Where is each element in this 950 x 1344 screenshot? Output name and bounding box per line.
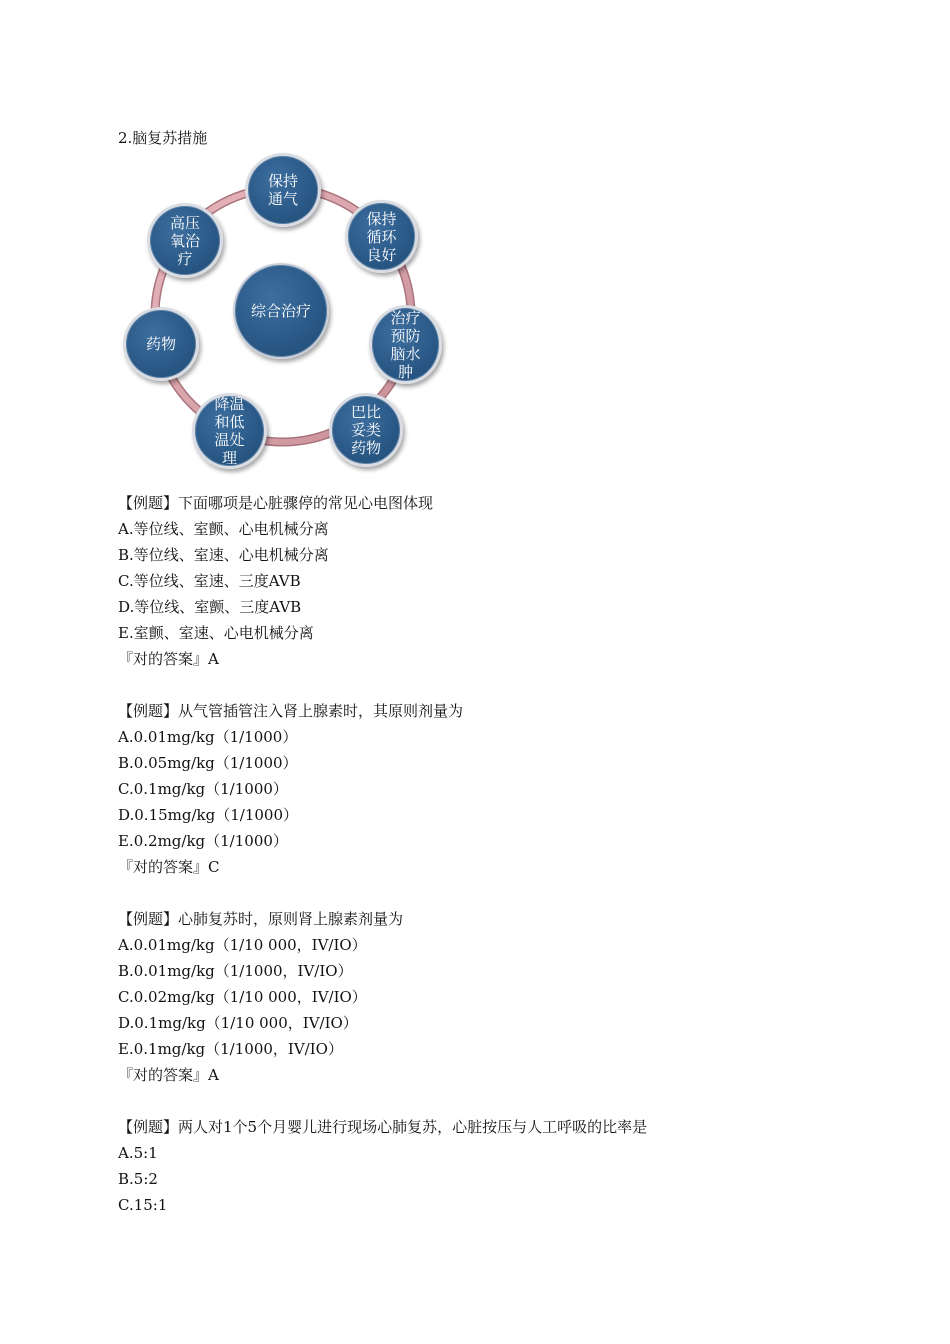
node-hyperbaric-oxygen: 高压 氧治 疗 <box>147 203 223 278</box>
option-b: B.等位线、室速、心电机械分离 <box>118 546 329 564</box>
option-c: C.等位线、室速、三度AVB <box>118 572 301 590</box>
option-d: D.0.1mg/kg（1/10 000，IV/IO） <box>118 1014 358 1032</box>
center-node: 综合治疗 <box>233 263 329 359</box>
question-stem: 【例题】下面哪项是心脏骤停的常见心电图体现 <box>118 494 434 512</box>
option-a: A.等位线、室颤、心电机械分离 <box>118 520 329 538</box>
question-stem: 【例题】心肺复苏时，原则肾上腺素剂量为 <box>118 910 404 928</box>
option-a: A.0.01mg/kg（1/10 000，IV/IO） <box>118 936 367 954</box>
question-1 <box>118 490 878 672</box>
question-stem: 【例题】两人对1个5个月婴儿进行现场心肺复苏，心脏按压与人工呼吸的比率是 <box>118 1118 648 1136</box>
option-c: C.0.02mg/kg（1/10 000，IV/IO） <box>118 988 367 1006</box>
question-2 <box>118 698 878 880</box>
section-title: 2.脑复苏措施 <box>118 129 208 147</box>
node-barbiturates: 巴比 妥类 药物 <box>329 393 403 467</box>
option-e: E.室颤、室速、心电机械分离 <box>118 624 314 642</box>
answer: 『对的答案』C <box>118 858 220 876</box>
question-4 <box>118 1114 878 1218</box>
node-cerebral-edema: 治疗 预防 脑水 肿 <box>369 305 442 384</box>
answer: 『对的答案』A <box>118 1066 219 1084</box>
option-e: E.0.2mg/kg（1/1000） <box>118 832 288 850</box>
node-circulation: 保持 循环 良好 <box>345 200 418 273</box>
node-medication: 药物 <box>123 307 199 381</box>
option-b: B.0.01mg/kg（1/1000，IV/IO） <box>118 962 353 980</box>
option-a: A.5:1 <box>118 1144 158 1162</box>
option-d: D.0.15mg/kg（1/1000） <box>118 806 299 824</box>
node-ventilation: 保持 通气 <box>245 153 321 227</box>
option-b: B.5:2 <box>118 1170 158 1188</box>
brain-resuscitation-diagram <box>115 150 455 475</box>
option-b: B.0.05mg/kg（1/1000） <box>118 754 298 772</box>
option-c: C.0.1mg/kg（1/1000） <box>118 780 288 798</box>
questions-list <box>118 490 878 1244</box>
option-d: D.等位线、室颤、三度AVB <box>118 598 302 616</box>
question-stem: 【例题】从气管插管注入肾上腺素时，其原则剂量为 <box>118 702 464 720</box>
option-c: C.15:1 <box>118 1196 168 1214</box>
option-e: E.0.1mg/kg（1/1000，IV/IO） <box>118 1040 343 1058</box>
node-hypothermia: 降温 和低 温处 理 <box>192 393 267 469</box>
question-3 <box>118 906 878 1088</box>
answer: 『对的答案』A <box>118 650 219 668</box>
option-a: A.0.01mg/kg（1/1000） <box>118 728 298 746</box>
